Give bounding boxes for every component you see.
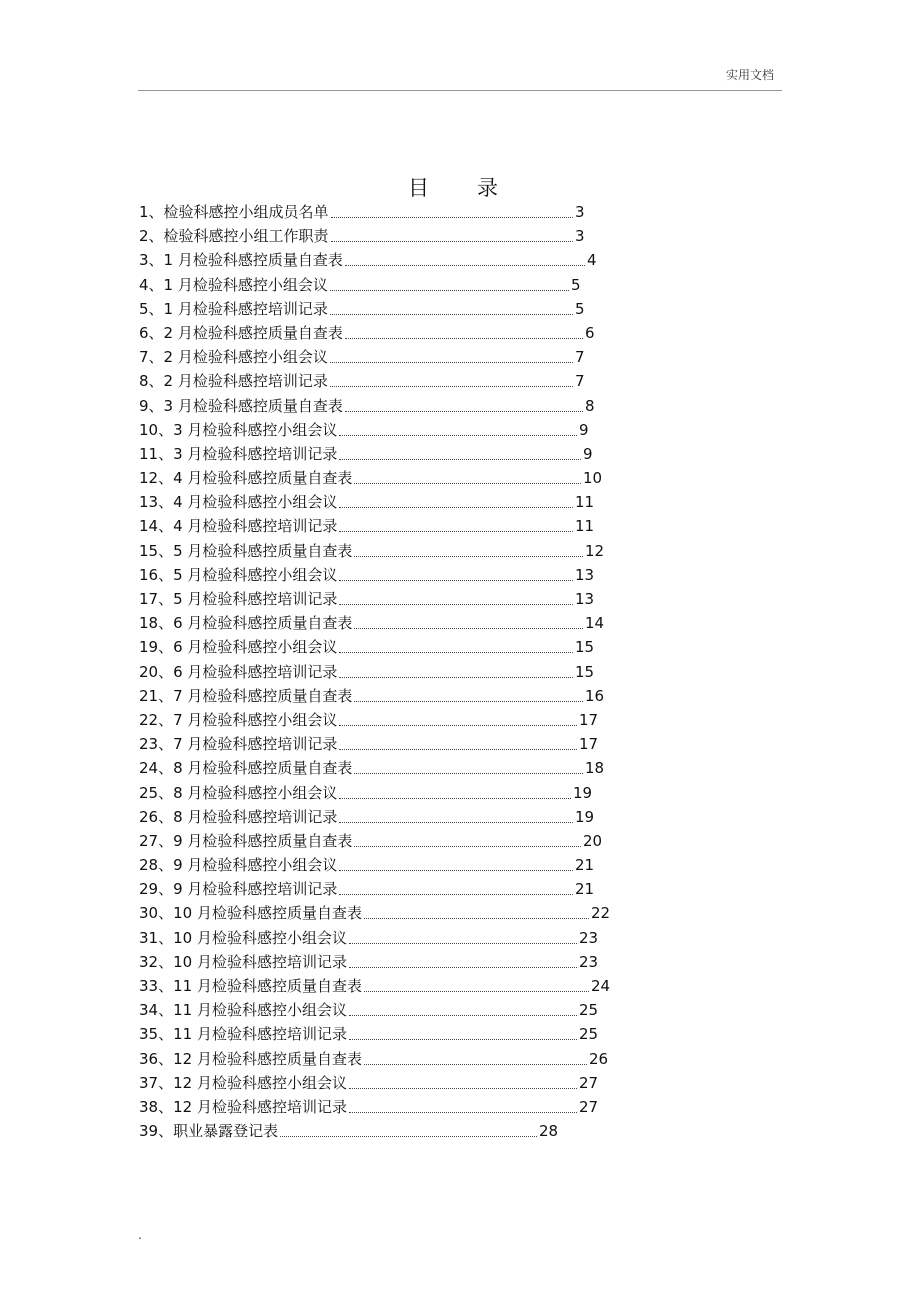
toc-leader-dots: [331, 217, 573, 218]
toc-entry-label: 30、10 月检验科感控质量自查表: [139, 904, 362, 923]
toc-entry-label: 13、4 月检验科感控小组会议: [139, 493, 338, 512]
toc-entry-page: 25: [579, 1025, 599, 1044]
toc-leader-dots: [339, 798, 571, 799]
toc-leader-dots: [364, 918, 589, 919]
toc-entry: [139, 661, 759, 685]
toc-leader-dots: [349, 1112, 577, 1113]
toc-entry-label: 25、8 月检验科感控小组会议: [139, 783, 338, 802]
toc-entry: [139, 1096, 759, 1120]
toc-entry-page: 5: [575, 299, 585, 318]
toc-entry-label: 12、4 月检验科感控质量自查表: [139, 469, 353, 488]
toc-leader-dots: [345, 265, 585, 266]
toc-entry-label: 7、2 月检验科感控小组会议: [139, 348, 328, 367]
toc-leader-dots: [339, 435, 577, 436]
toc-entry-page: 23: [579, 928, 599, 947]
toc-entry-label: 4、1 月检验科感控小组会议: [139, 275, 328, 294]
toc-entry: [139, 201, 759, 225]
toc-entry-page: 17: [579, 710, 599, 729]
toc-leader-dots: [349, 967, 577, 968]
toc-entry-page: 21: [575, 880, 595, 899]
toc-entry: [139, 782, 759, 806]
toc-entry-page: 7: [575, 348, 585, 367]
toc-entry: [139, 927, 759, 951]
toc-entry-label: 3、1 月检验科感控质量自查表: [139, 251, 343, 270]
toc-entry-page: 5: [571, 275, 581, 294]
toc-entry: [139, 685, 759, 709]
toc-entry-page: 19: [575, 807, 595, 826]
toc-entry-page: 11: [575, 493, 595, 512]
toc-entry: [139, 467, 759, 491]
toc-entry-label: 21、7 月检验科感控质量自查表: [139, 686, 353, 705]
toc-leader-dots: [354, 773, 583, 774]
toc-entry-label: 17、5 月检验科感控培训记录: [139, 590, 338, 608]
toc-entry-page: 21: [575, 856, 595, 875]
toc-entry-label: 38、12 月检验科感控培训记录: [139, 1097, 347, 1116]
toc-entry: [139, 274, 759, 298]
header-label: 实用文档: [726, 68, 775, 82]
toc-entry-page: 9: [579, 420, 589, 439]
toc-entry: [139, 515, 759, 539]
toc-entry-page: 23: [579, 952, 599, 971]
toc-leader-dots: [339, 459, 581, 460]
header-rule: [138, 90, 782, 91]
toc-entry-page: 27: [579, 1097, 599, 1116]
toc-entry-page: 26: [589, 1049, 609, 1068]
toc-leader-dots: [339, 725, 577, 726]
toc-entry-page: 28: [539, 1122, 559, 1141]
toc-entry: [139, 902, 759, 926]
toc-entry-page: 14: [585, 614, 605, 633]
toc-leader-dots: [339, 507, 573, 508]
toc-entry: [139, 443, 759, 467]
toc-leader-dots: [339, 652, 573, 653]
toc-entry-page: 27: [579, 1073, 599, 1092]
toc-entry-page: 6: [585, 323, 595, 342]
toc-leader-dots: [339, 894, 573, 895]
toc-entry-label: 32、10 月检验科感控培训记录: [139, 952, 347, 971]
toc-entry-label: 39、职业暴露登记表: [139, 1122, 279, 1141]
toc-entry-page: 7: [575, 372, 585, 391]
toc-entry-label: 6、2 月检验科感控质量自查表: [139, 323, 343, 342]
toc-leader-dots: [354, 628, 583, 629]
toc-leader-dots: [339, 749, 577, 750]
toc-entry-page: 4: [587, 251, 597, 270]
toc-entry-page: 11: [575, 517, 595, 536]
footer-mark: .: [138, 1228, 142, 1242]
toc-entry-label: 16、5 月检验科感控小组会议: [139, 565, 338, 584]
toc-entry: [139, 419, 759, 443]
toc-entry-page: 17: [579, 735, 599, 754]
toc-entry: [139, 733, 759, 757]
toc-entry-page: 18: [585, 759, 605, 778]
toc-entry-label: 26、8 月检验科感控培训记录: [139, 807, 338, 826]
toc-entry: [139, 298, 759, 322]
toc-entry-label: 15、5 月检验科感控质量自查表: [139, 541, 353, 560]
toc-entry-label: 11、3 月检验科感控培训记录: [139, 444, 338, 463]
toc-leader-dots: [280, 1136, 537, 1137]
toc-entry: [139, 975, 759, 999]
toc-leader-dots: [354, 846, 581, 847]
toc-entry: [139, 612, 759, 636]
toc-entry-page: 13: [575, 565, 595, 584]
toc-leader-dots: [331, 241, 573, 242]
toc-entry-page: 10: [583, 469, 603, 488]
toc-entry: [139, 1120, 759, 1144]
toc-entry-label: 29、9 月检验科感控培训记录: [139, 880, 338, 899]
toc-leader-dots: [330, 386, 573, 387]
toc-entry-label: 36、12 月检验科感控质量自查表: [139, 1049, 362, 1068]
toc-leader-dots: [354, 483, 581, 484]
toc-entry: [139, 346, 759, 370]
toc-leader-dots: [354, 701, 583, 702]
toc-entry: [139, 830, 759, 854]
toc-entry-label: 19、6 月检验科感控小组会议: [139, 638, 338, 657]
toc-entry-page: 22: [591, 904, 611, 923]
toc-entry-page: 25: [579, 1001, 599, 1020]
toc-leader-dots: [364, 1064, 587, 1065]
toc-leader-dots: [349, 1088, 577, 1089]
toc-entry: [139, 636, 759, 660]
toc-entry-page: 16: [585, 686, 605, 705]
toc-entry-page: 8: [585, 396, 595, 415]
toc-entry: [139, 588, 759, 612]
toc-entry-label: 35、11 月检验科感控培训记录: [139, 1025, 347, 1044]
toc-entry-label: 1、检验科感控小组成员名单: [139, 203, 329, 221]
toc-entry-label: 33、11 月检验科感控质量自查表: [139, 977, 362, 995]
toc-entry-page: 20: [583, 831, 603, 850]
toc-leader-dots: [330, 314, 573, 315]
toc-entry-label: 18、6 月检验科感控质量自查表: [139, 614, 353, 633]
toc-leader-dots: [330, 290, 569, 291]
toc-leader-dots: [339, 677, 573, 678]
toc-leader-dots: [364, 991, 589, 992]
toc-entry: [139, 951, 759, 975]
toc-entry-label: 27、9 月检验科感控质量自查表: [139, 831, 353, 850]
toc-entry: [139, 225, 759, 249]
toc-entry: [139, 878, 759, 902]
toc-entry-page: 15: [575, 638, 595, 657]
toc-title-part2: 录: [477, 176, 500, 200]
toc-entry: [139, 249, 759, 273]
toc-entry: [139, 322, 759, 346]
toc-title-part1: 目: [408, 176, 431, 200]
toc-leader-dots: [330, 362, 573, 363]
toc-entry-page: 3: [575, 227, 585, 246]
toc-entry-label: 5、1 月检验科感控培训记录: [139, 299, 328, 318]
toc-entry-page: 19: [573, 783, 593, 802]
toc-leader-dots: [339, 870, 573, 871]
toc-entry: [139, 564, 759, 588]
toc-entry: [139, 395, 759, 419]
toc-entry-label: 22、7 月检验科感控小组会议: [139, 710, 338, 729]
toc-entry-page: 12: [585, 541, 605, 560]
toc-entry: [139, 370, 759, 394]
toc-leader-dots: [339, 580, 573, 581]
toc-entry: [139, 1072, 759, 1096]
toc-entry-label: 9、3 月检验科感控质量自查表: [139, 396, 343, 415]
toc-entry-page: 24: [591, 977, 611, 995]
toc-entry: [139, 806, 759, 830]
toc-entry-label: 28、9 月检验科感控小组会议: [139, 856, 338, 875]
toc-entry: [139, 999, 759, 1023]
toc-entry: [139, 1048, 759, 1072]
toc-leader-dots: [339, 822, 573, 823]
toc-entry-page: 3: [575, 203, 585, 221]
toc-entry-label: 8、2 月检验科感控培训记录: [139, 372, 328, 391]
toc-entry-page: 15: [575, 662, 595, 681]
toc-leader-dots: [354, 556, 583, 557]
toc-entry-label: 2、检验科感控小组工作职责: [139, 227, 329, 246]
toc-entry-label: 37、12 月检验科感控小组会议: [139, 1073, 347, 1092]
toc-entry: [139, 709, 759, 733]
toc-leader-dots: [345, 411, 583, 412]
toc-leader-dots: [349, 943, 577, 944]
toc-title: [408, 172, 500, 202]
toc-entry: [139, 854, 759, 878]
toc-leader-dots: [339, 531, 573, 532]
toc-leader-dots: [345, 338, 583, 339]
toc-entry: [139, 757, 759, 781]
toc-leader-dots: [349, 1039, 577, 1040]
toc-entry-label: 14、4 月检验科感控培训记录: [139, 517, 338, 536]
toc-entry-label: 24、8 月检验科感控质量自查表: [139, 759, 353, 778]
toc-entry-label: 10、3 月检验科感控小组会议: [139, 420, 338, 439]
toc-leader-dots: [349, 1015, 577, 1016]
toc-entry: [139, 1023, 759, 1047]
toc-entry: [139, 491, 759, 515]
toc-entry-page: 13: [575, 590, 595, 608]
toc-leader-dots: [339, 604, 573, 605]
toc-list: [139, 201, 759, 1144]
toc-entry: [139, 540, 759, 564]
toc-entry-page: 9: [583, 444, 593, 463]
toc-entry-label: 34、11 月检验科感控小组会议: [139, 1001, 347, 1020]
toc-entry-label: 20、6 月检验科感控培训记录: [139, 662, 338, 681]
toc-entry-label: 23、7 月检验科感控培训记录: [139, 735, 338, 754]
toc-entry-label: 31、10 月检验科感控小组会议: [139, 928, 347, 947]
